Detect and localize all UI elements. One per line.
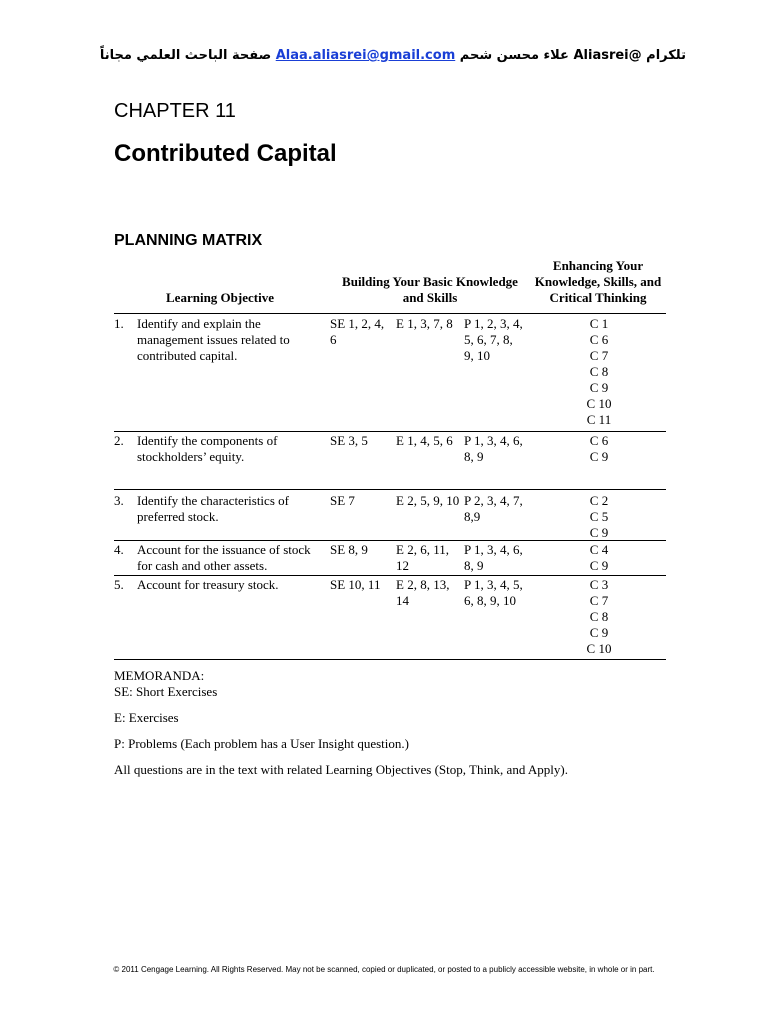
- cell-se: SE 1, 2, 4,: [330, 316, 385, 331]
- cell-c: C 6: [589, 332, 609, 347]
- cell-obj: Account for treasury stock.: [137, 577, 279, 592]
- cell-obj: Account for the issuance of stock: [137, 542, 311, 557]
- cell-obj: management issues related to: [137, 332, 290, 347]
- cell-e: E 2, 6, 11,: [396, 542, 449, 557]
- cell-c: C 2: [589, 493, 609, 508]
- cell-c: C 1: [589, 316, 609, 331]
- header-basic-knowledge-line2: and Skills: [402, 290, 458, 305]
- memoranda-se: SE: Short Exercises: [114, 684, 218, 699]
- cell-obj: Identify and explain the: [137, 316, 261, 331]
- cell-objective-number: 4.: [114, 542, 124, 557]
- cell-p: 5, 6, 7, 8,: [464, 332, 513, 347]
- telegram-label: تلكرام: [646, 48, 686, 63]
- cell-p: 8, 9: [464, 558, 484, 573]
- memoranda-p: P: Problems (Each problem has a User Insight question.): [114, 736, 409, 751]
- cell-c: C 6: [589, 433, 609, 448]
- cell-obj: contributed capital.: [137, 348, 238, 363]
- memoranda-e: E: Exercises: [114, 710, 179, 725]
- cell-c: C 3: [589, 577, 609, 592]
- cell-obj: Identify the characteristics of: [137, 493, 289, 508]
- author-name: علاء محسن شحم: [459, 48, 569, 63]
- header-enhancing-line2: Knowledge, Skills, and: [534, 274, 662, 289]
- memoranda-heading: MEMORANDA:: [114, 668, 205, 683]
- cell-p: 9, 10: [464, 348, 490, 363]
- cell-se: SE 8, 9: [330, 542, 368, 557]
- cell-obj: preferred stock.: [137, 509, 219, 524]
- cell-se: SE 7: [330, 493, 355, 508]
- chapter-label: CHAPTER 11: [114, 100, 236, 122]
- cell-p: 8, 9: [464, 449, 484, 464]
- cell-e: E 2, 8, 13,: [396, 577, 450, 592]
- cell-se: SE 10, 11: [330, 577, 381, 592]
- cell-c: C 4: [589, 542, 609, 557]
- cell-p: P 1, 2, 3, 4,: [464, 316, 523, 331]
- contact-header: [0, 48, 686, 63]
- cell-p: P 2, 3, 4, 7,: [464, 493, 523, 508]
- header-enhancing-line1: Enhancing Your: [552, 258, 644, 273]
- cell-e: 14: [396, 593, 409, 608]
- page-name: صفحة الباحث العلمي مجاناً: [99, 48, 272, 63]
- cell-c: C 8: [589, 609, 609, 624]
- cell-obj: for cash and other assets.: [137, 558, 268, 573]
- cell-c: C 5: [589, 509, 609, 524]
- cell-objective-number: 5.: [114, 577, 124, 592]
- cell-c: C 11: [586, 412, 612, 427]
- cell-c: C 7: [589, 593, 609, 608]
- cell-c: C 9: [589, 525, 609, 540]
- cell-e: 12: [396, 558, 409, 573]
- cell-c: C 10: [586, 396, 612, 411]
- table-rule: [114, 575, 666, 576]
- cell-e: E 1, 3, 7, 8: [396, 316, 453, 331]
- copyright-footer: © 2011 Cengage Learning. All Rights Reserved. May not be scanned, copied or duplicated, or posted to a publicly accessible website, in whole or in part.: [113, 965, 655, 974]
- cell-p: 8,9: [464, 509, 481, 524]
- cell-p: P 1, 3, 4, 5,: [464, 577, 523, 592]
- cell-obj: stockholders’ equity.: [137, 449, 245, 464]
- email-link[interactable]: Alaa.aliasrei@gmail.com: [275, 48, 456, 63]
- cell-objective-number: 1.: [114, 316, 124, 331]
- cell-p: P 1, 3, 4, 6,: [464, 542, 523, 557]
- cell-c: C 10: [586, 641, 612, 656]
- header-enhancing-line3: Critical Thinking: [549, 290, 647, 305]
- header-basic-knowledge-line1: Building Your Basic Knowledge: [342, 274, 518, 289]
- section-title: PLANNING MATRIX: [114, 232, 263, 249]
- table-rule: [114, 431, 666, 432]
- cell-e: E 1, 4, 5, 6: [396, 433, 453, 448]
- table-rule: [114, 313, 666, 314]
- table-rule: [114, 489, 666, 490]
- cell-c: C 7: [589, 348, 609, 363]
- cell-objective-number: 2.: [114, 433, 124, 448]
- cell-p: P 1, 3, 4, 6,: [464, 433, 523, 448]
- cell-se: 6: [330, 332, 337, 347]
- cell-e: E 2, 5, 9, 10: [396, 493, 460, 508]
- cell-c: C 9: [589, 380, 609, 395]
- cell-c: C 9: [589, 558, 609, 573]
- table-rule: [114, 659, 666, 660]
- telegram-handle: @Aliasrei: [573, 48, 642, 63]
- header-learning-objective: Learning Objective: [166, 290, 274, 305]
- cell-p: 6, 8, 9, 10: [464, 593, 516, 608]
- memoranda-note: All questions are in the text with related Learning Objectives (Stop, Think, and Apply).: [114, 762, 568, 777]
- cell-c: C 9: [589, 625, 609, 640]
- cell-objective-number: 3.: [114, 493, 124, 508]
- page-title: Contributed Capital: [114, 140, 337, 167]
- cell-c: C 9: [589, 449, 609, 464]
- cell-se: SE 3, 5: [330, 433, 368, 448]
- cell-c: C 8: [589, 364, 609, 379]
- cell-obj: Identify the components of: [137, 433, 278, 448]
